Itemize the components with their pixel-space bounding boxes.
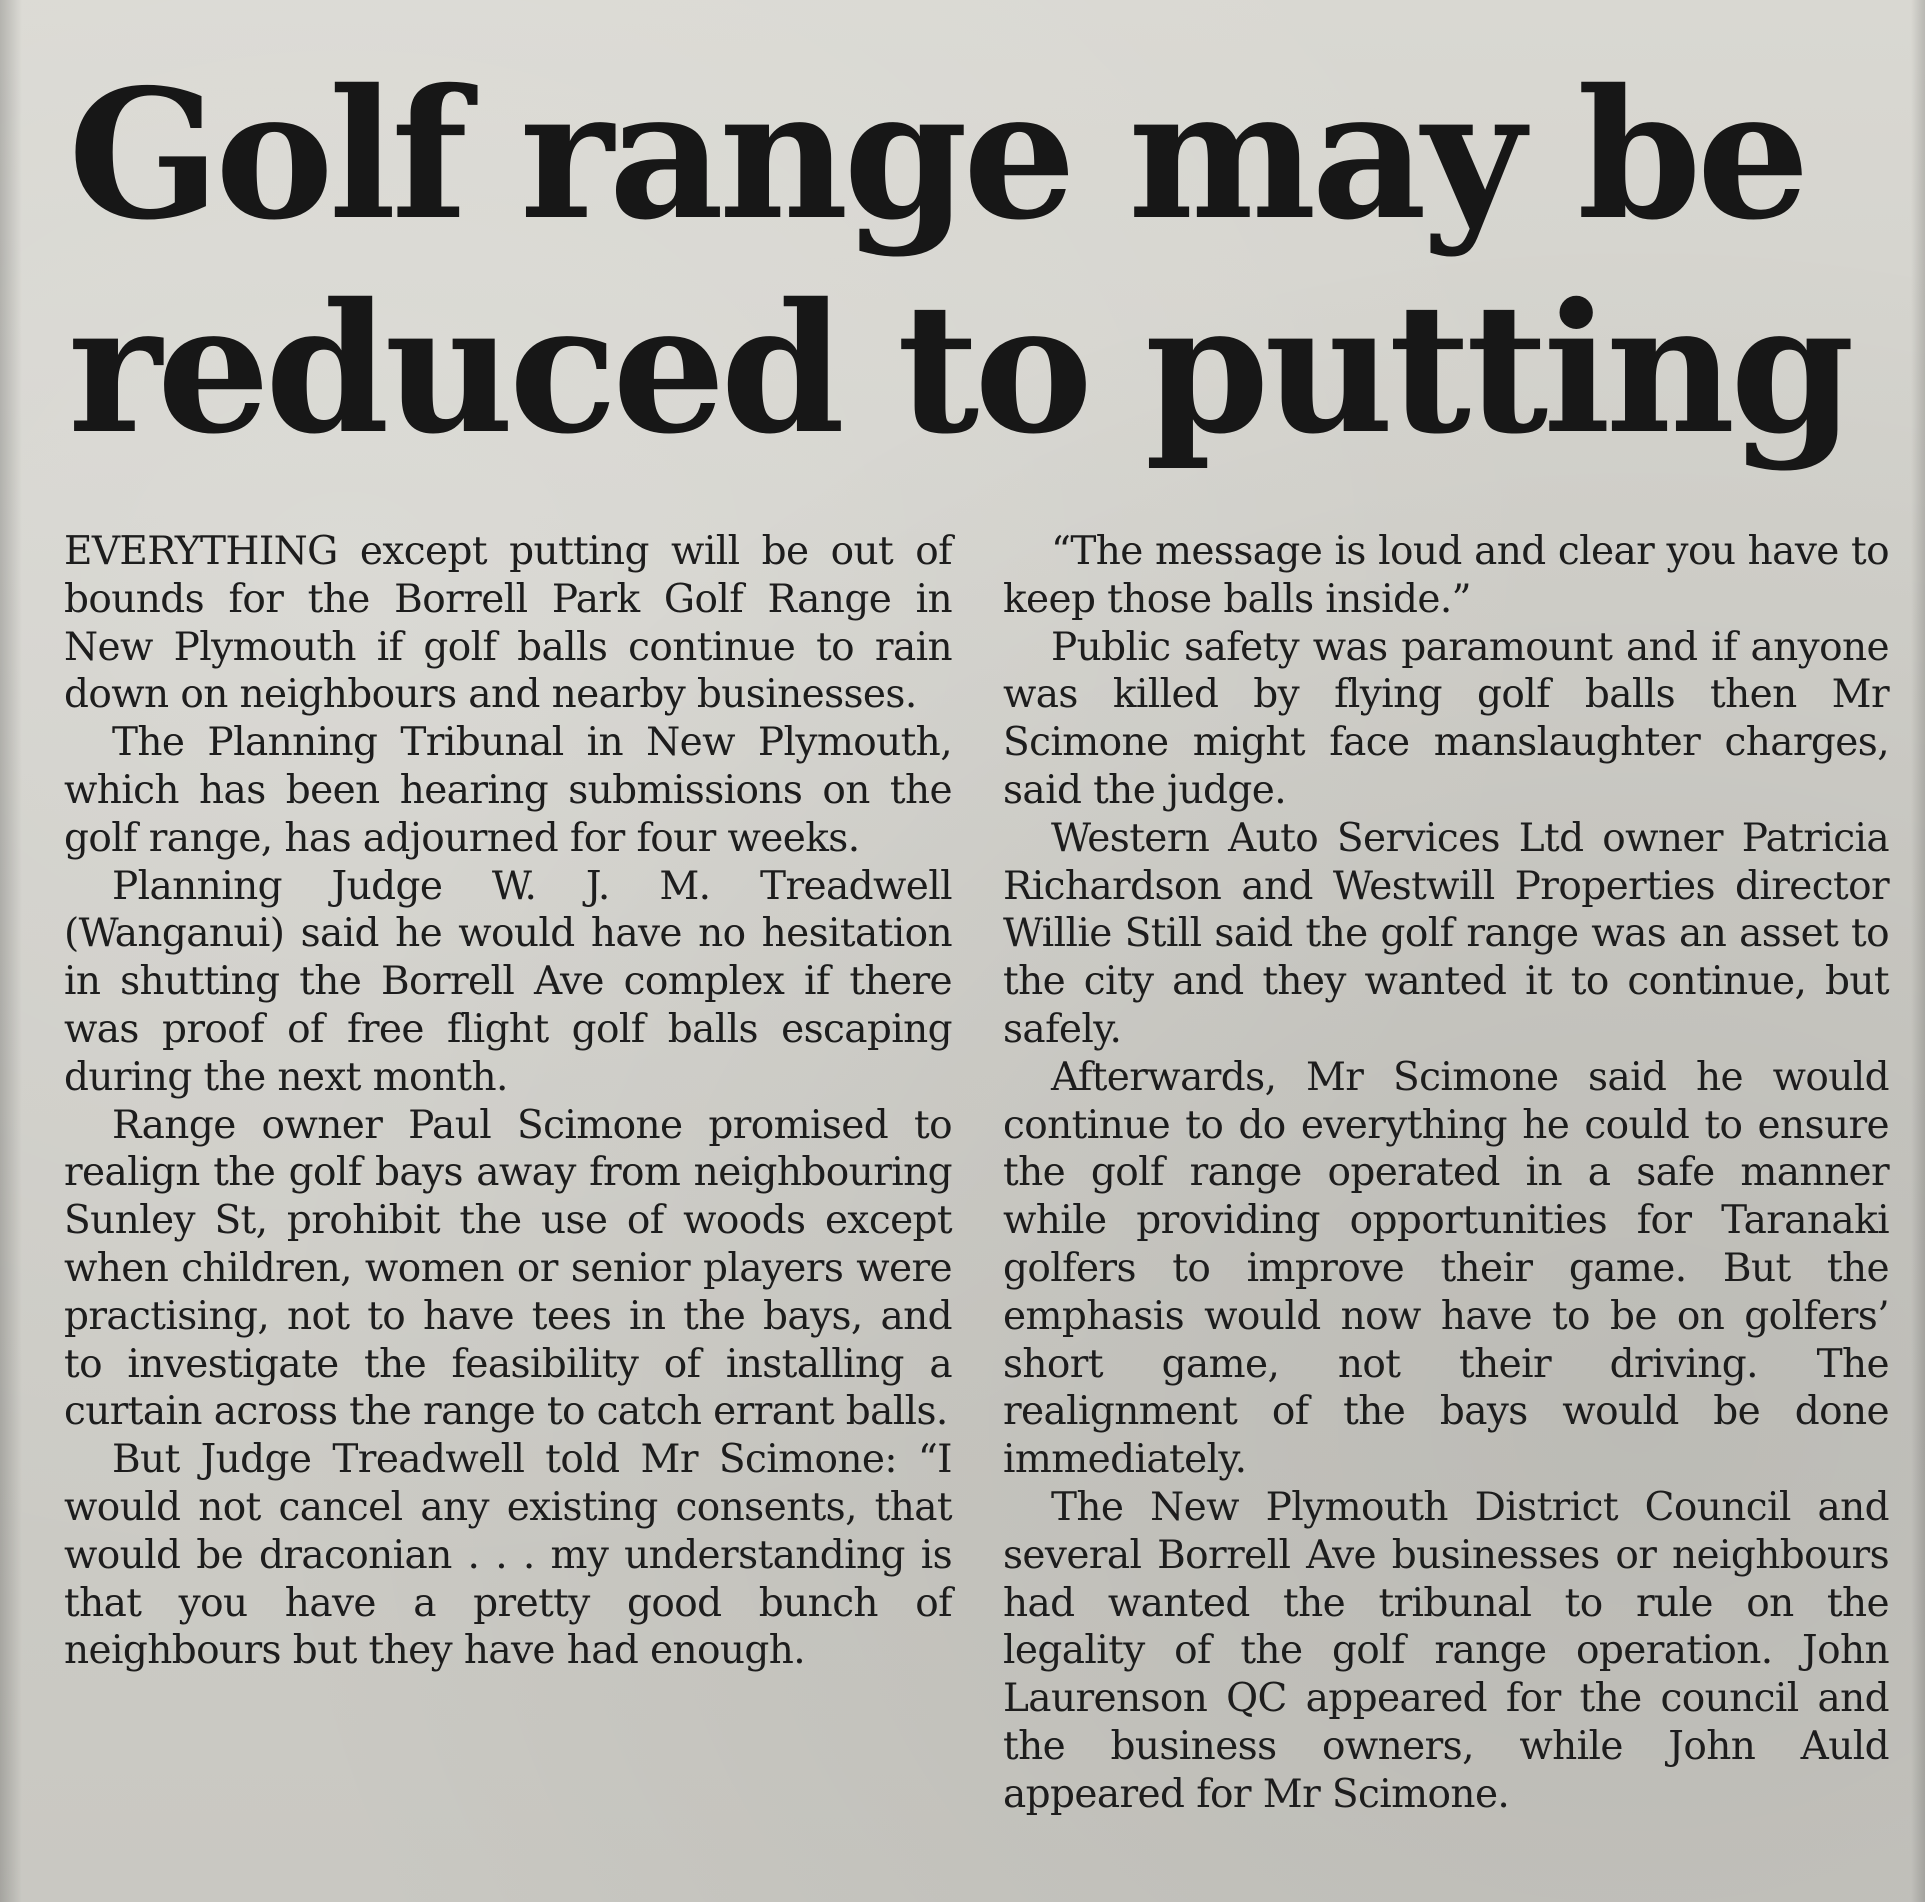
paragraph: Afterwards, Mr Scimone said he would continue to do everything he could to ensure the golf range operated in a safe manner while providing opportunities for Taranaki golfers to improve their game. But the emphasis would now have to be on golfers’ short game, not their driving. The realignment of the bays would be done immediately. xyxy=(1003,1054,1889,1483)
paragraph-lead: EVERYTHING except putting will be out of bounds for the Borrell Park Golf Range in New Plymouth if golf balls continue to rain down on neighbours and nearby businesses. xyxy=(64,529,952,718)
paragraph: The New Plymouth District Council and several Borrell Ave businesses or neighbours had wanted the tribunal to rule on the legality of the golf range operation. John Laurenson QC appeared for the council and the business owners, while John Auld appeared for Mr Scimone. xyxy=(1003,1484,1889,1817)
paragraph: “The message is loud and clear you have to keep those balls inside.” xyxy=(1003,529,1889,622)
clipping-right-shadow xyxy=(1911,0,1925,1902)
headline-line-2: reduced to putting xyxy=(68,264,1850,473)
paragraph: Range owner Paul Scimone promised to realign the golf bays away from neighbouring Sunley St, prohibit the use of woods except when children, women or senior players were practising, not to have tees in the bays, and to investigate the feasibility of installing a curtain across the range to catch errant balls. xyxy=(64,1102,952,1435)
headline-line-1: Golf range may be xyxy=(68,50,1805,259)
clipping-left-shadow xyxy=(0,0,22,1902)
paragraph: But Judge Treadwell told Mr Scimone: “I would not cancel any existing consents, that would be draconian . . . my understanding is that you have a pretty good bunch of neighbours but they have had enough. xyxy=(64,1437,952,1674)
paragraph: Planning Judge W. J. M. Treadwell (Wanganui) said he would have no hesitation in shutting the Borrell Ave complex if there was proof of free flight golf balls escaping during the next month. xyxy=(64,863,952,1100)
paragraph: Western Auto Services Ltd owner Patricia Richardson and Westwill Properties director Willie Still said the golf range was an asset to the city and they wanted it to continue, but safely. xyxy=(1003,815,1889,1052)
article-column-left xyxy=(64,528,952,1675)
paragraph: The Planning Tribunal in New Plymouth, which has been hearing submissions on the golf range, has adjourned for four weeks. xyxy=(64,720,952,861)
headline xyxy=(68,48,1868,476)
article-column-right xyxy=(1003,528,1889,1819)
paragraph: Public safety was paramount and if anyone was killed by flying golf balls then Mr Scimone might face manslaughter charges, said the judge. xyxy=(1003,624,1889,813)
